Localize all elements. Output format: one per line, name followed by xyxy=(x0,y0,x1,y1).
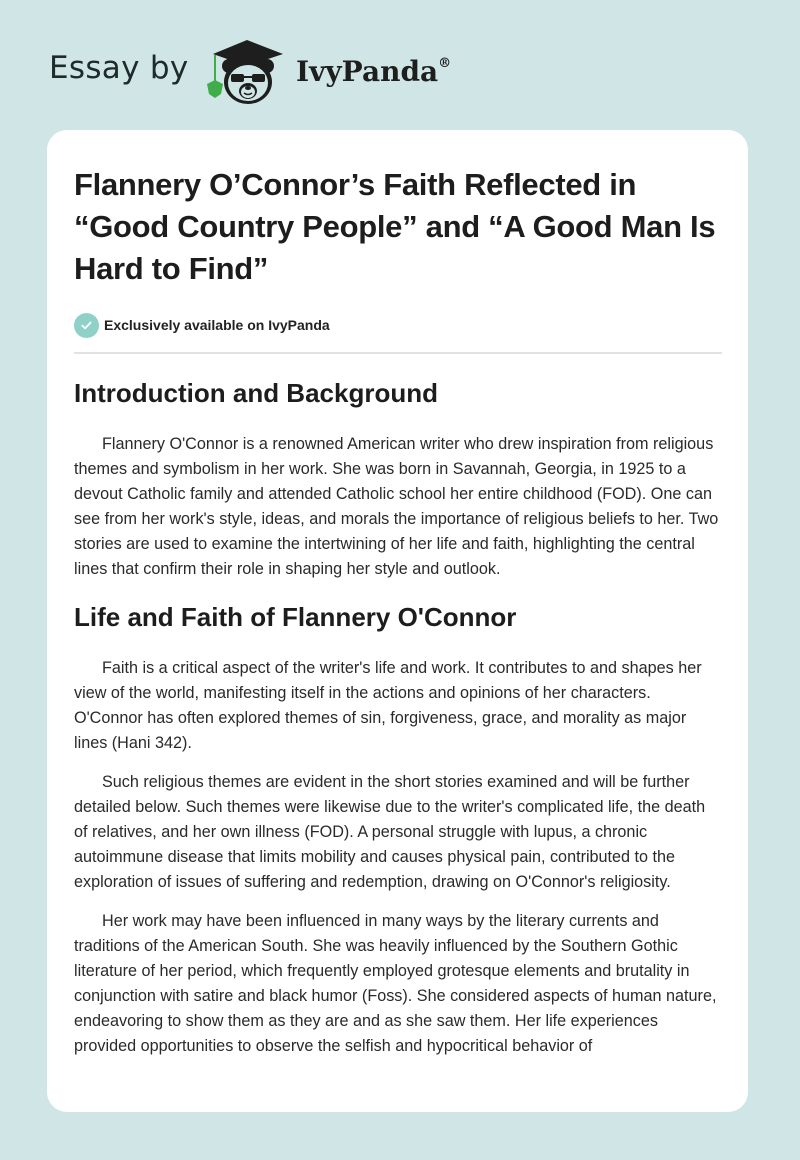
exclusive-badge xyxy=(74,312,722,338)
page-title: Flannery O’Connor’s Faith Reflected in “Good Country People” and “A Good Man Is Hard to Find” xyxy=(74,167,716,286)
paragraph: Such religious themes are evident in the short stories examined and will be further detailed below. Such themes were likewise due to the writer's complicated life, the death of relatives, and her own illness (FOD). A personal struggle with lupus, a chronic autoimmune disease that limits mobility and causes physical pain, contributed to the exploration of issues of suffering and redemption, drawing on O'Connor's religiosity. xyxy=(74,773,706,891)
paragraph: Her work may have been influenced in many ways by the literary currents and traditions of the American South. She was heavily influenced by the Southern Gothic literature of her period, which frequently employed grotesque elements and brutality in conjunction with satire and black humor (Foss). She considered aspects of human nature, endeavoring to show them as they are and as she saw them. Her life experiences provided opportunities to observe the selfish and hypocritical behavior of xyxy=(74,912,717,1055)
paragraph: Faith is a critical aspect of the writer's life and work. It contributes to and shapes her view of the world, manifesting itself in the actions and opinions of her characters. O'Connor has often explored themes of sin, forgiveness, grace, and morality as major lines (Hani 342). xyxy=(74,659,702,752)
paragraph: Flannery O'Connor is a renowned American writer who drew inspiration from religious themes and symbolism in her work. She was born in Savannah, Georgia, in 1925 to a devout Catholic family and attended Catholic school her entire childhood (FOD). One can see from her work's style, ideas, and morals the importance of religious beliefs to her. Two stories are used to examine the intertwining of her life and faith, highlighting the central lines that confirm their role in shaping her style and outlook. xyxy=(74,435,719,578)
essay-content xyxy=(74,164,722,1059)
section-heading: Introduction and Background xyxy=(74,378,438,408)
brand-name[interactable] xyxy=(296,55,451,88)
registered-mark: ® xyxy=(438,55,452,71)
divider xyxy=(74,352,722,354)
brand-text: IvyPanda xyxy=(296,55,439,88)
essay-by-label: Essay by xyxy=(49,50,189,86)
essay-card xyxy=(47,130,748,1112)
site-header xyxy=(0,0,800,130)
panda-graduate-icon[interactable] xyxy=(203,36,291,108)
section-heading: Life and Faith of Flannery O'Connor xyxy=(74,602,517,632)
badge-text: Exclusively available on IvyPanda xyxy=(104,317,330,333)
check-circle-icon xyxy=(74,313,99,338)
